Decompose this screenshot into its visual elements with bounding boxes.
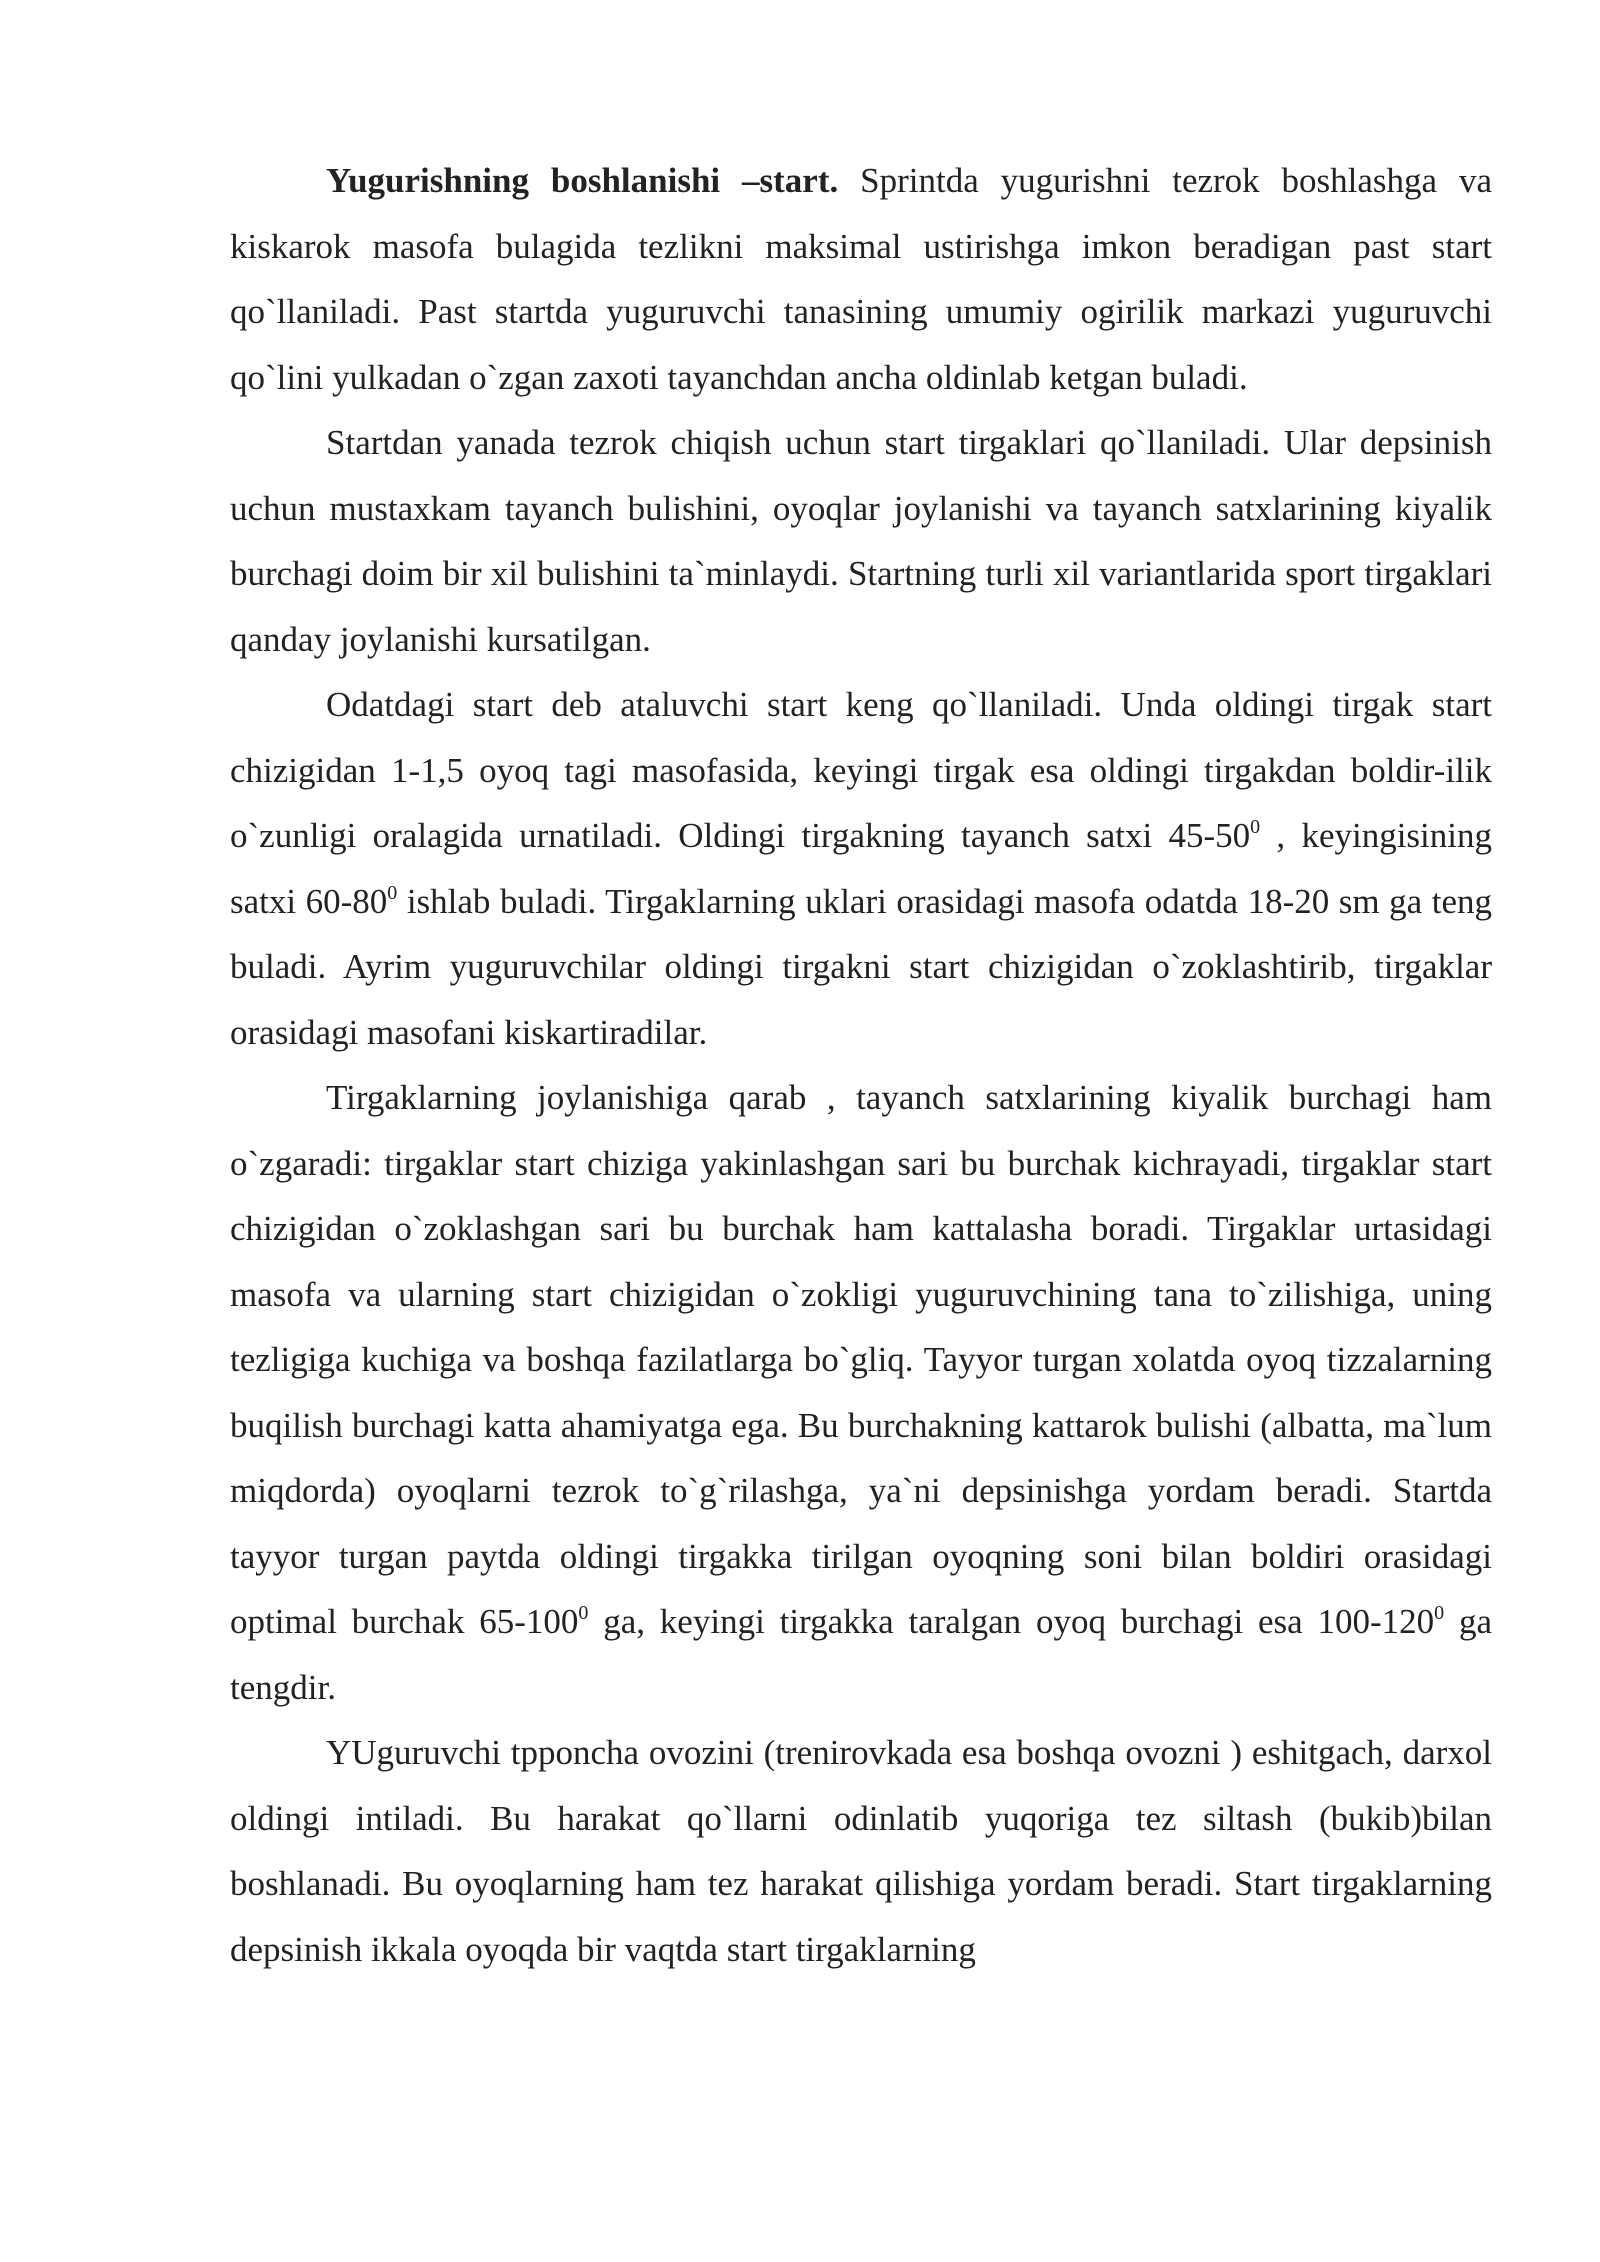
paragraph-3-text-a: Odatdagi start deb ataluvchi start keng qo`llaniladi. Unda oldingi tirgak start chizigidan 1-1,5 oyoq tagi masofasida, keyingi tirgak esa oldingi tirgakdan boldir-ilik o`zunligi oralagida urnatiladi. Oldingi tirgakning tayanch satxi 45-50 <box>230 685 1492 855</box>
degree-superscript: 0 <box>1434 1602 1445 1624</box>
paragraph-1 <box>230 148 1492 410</box>
paragraph-4-text-a: Tirgaklarning joylanishiga qarab , tayanch satxlarining kiyalik burchagi ham o`zgaradi: tirgaklar start chiziga yakinlashgan sari bu burchak kichrayadi, tirgaklar start chizigidan o`zoklashgan sari bu burchak ham kattalasha boradi. Tirgaklar urtasidagi masofa va ularning start chizigidan o`zokligi yuguruvchining tana to`zilishiga, uning tezligiga kuchiga va boshqa fazilatlarga bo`gliq. Tayyor turgan xolatda oyoq tizzalarning buqilish burchagi katta ahamiyatga ega. Bu burchakning kattarok bulishi (albatta, ma`lum miqdorda) oyoqlarni tezrok to`g`rilashga, ya`ni depsinishga yordam beradi. Startda tayyor turgan paytda oldingi tirgakka tirilgan oyoqning soni bilan boldiri orasidagi optimal burchak 65-100 <box>230 1078 1492 1641</box>
paragraph-3-text-c: ishlab buladi. Tirgaklarning uklari orasidagi masofa odatda 18-20 sm ga teng buladi. Ayrim yuguruvchilar oldingi tirgakni start chizigidan o`zoklashtirib, tirgaklar orasidagi masofani kiskartiradilar. <box>230 881 1492 1052</box>
paragraph-5: YUguruvchi tpponcha ovozini (trenirovkada esa boshqa ovozni ) eshitgach, darxol oldingi intiladi. Bu harakat qo`llarni odinlatib yuqoriga tez siltash (bukib)bilan boshlanadi. Bu oyoqlarning ham tez harakat qilishiga yordam beradi. Start tirgaklarning depsinish ikkala oyoqda bir vaqtda start tirgaklarning <box>230 1733 1492 1969</box>
paragraph-3 <box>230 672 1492 1065</box>
degree-superscript: 0 <box>1250 816 1261 838</box>
section-heading: Yugurishning boshlanishi –start. <box>326 161 839 200</box>
paragraph-1-text: Sprintda yugurishni tezrok boshlashga va kiskarok masofa bulagida tezlikni maksimal ustirishga imkon beradigan past start qo`llaniladi. Past startda yuguruvchi tanasining umumiy ogirilik markazi yuguruvchi qo`lini yulkadan o`zgan zaxoti tayanchdan ancha oldinlab ketgan buladi. <box>230 161 1492 397</box>
document-page <box>230 148 1492 1982</box>
paragraph-4-text-b: ga, keyingi tirgakka taralgan oyoq burchagi esa 100-120 <box>588 1602 1435 1641</box>
paragraph-3-text-b: , keyingisining satxi 60-80 <box>230 816 1492 921</box>
degree-superscript: 0 <box>387 881 398 904</box>
degree-superscript: 0 <box>578 1602 589 1624</box>
paragraph-4-text-c: ga tengdir. <box>230 1602 1492 1707</box>
paragraph-2: Startdan yanada tezrok chiqish uchun start tirgaklari qo`llaniladi. Ular depsinish uchun mustaxkam tayanch bulishini, oyoqlar joylanishi va tayanch satxlarining kiyalik burchagi doim bir xil bulishini ta`minlaydi. Startning turli xil variantlarida sport tirgaklari qanday joylanishi kursatilgan. <box>230 423 1492 659</box>
paragraph-4 <box>230 1065 1492 1720</box>
